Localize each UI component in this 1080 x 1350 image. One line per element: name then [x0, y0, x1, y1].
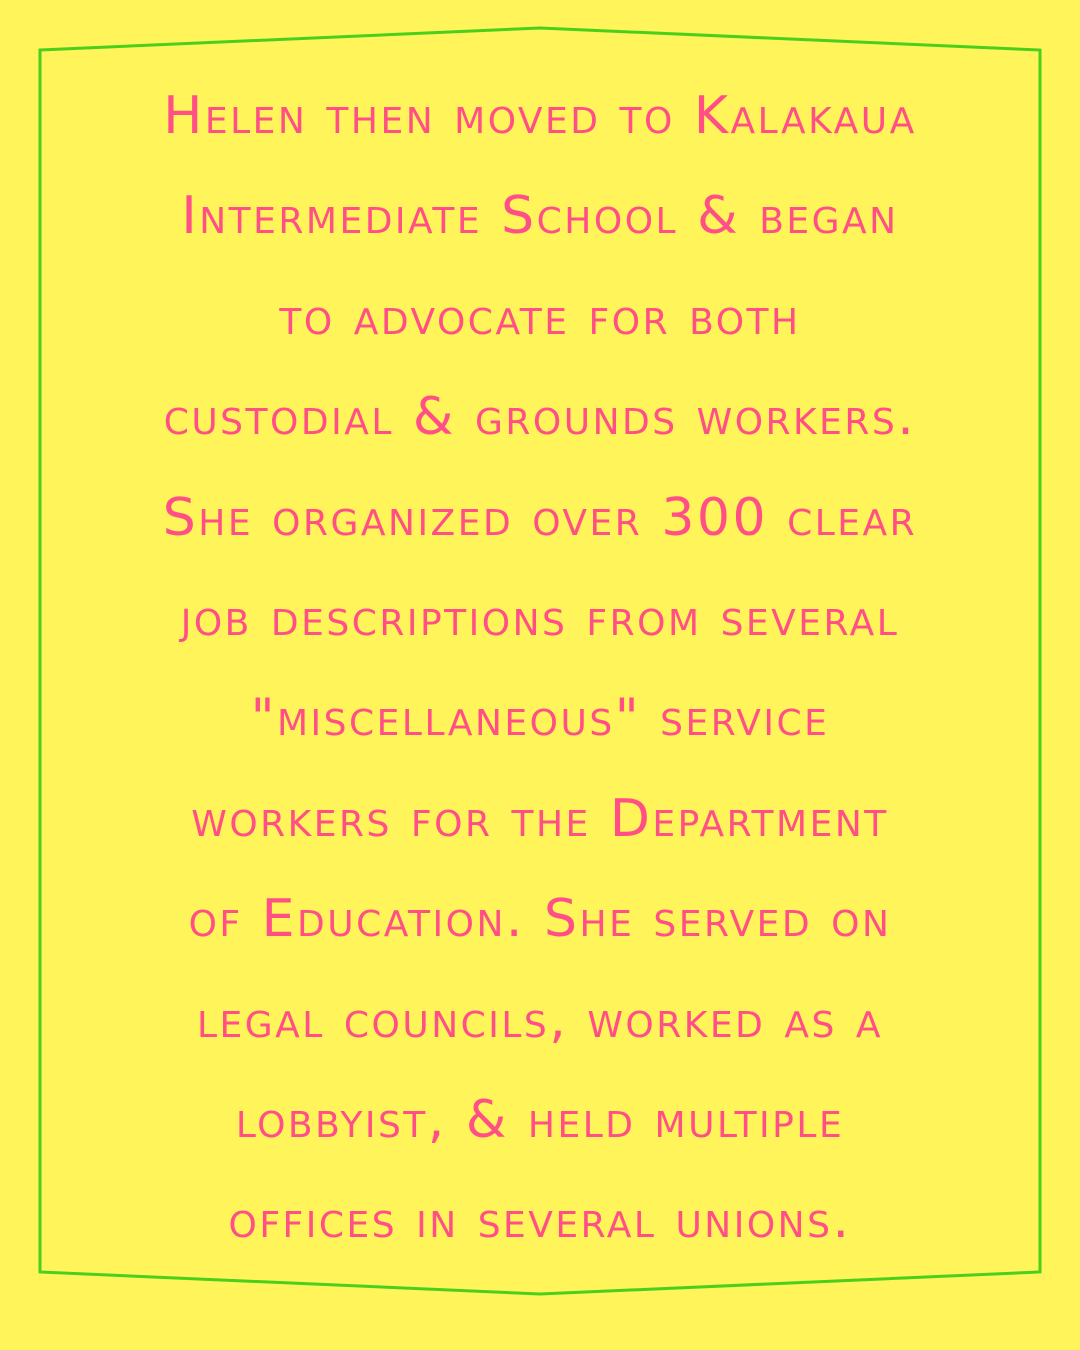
paragraph-line: "miscellaneous" service [250, 688, 830, 749]
paragraph-line: custodial & grounds workers. [163, 387, 917, 448]
paragraph-line: job descriptions from several [180, 588, 900, 649]
paragraph-line: Helen then moved to Kalakaua [163, 86, 917, 146]
story-paragraph [70, 66, 1010, 1271]
paragraph-line: workers for the Department [191, 788, 889, 849]
paragraph-line: offices in several unions. [228, 1190, 852, 1251]
paragraph-line: of Education. She served on [188, 889, 892, 950]
paragraph-line: legal councils, worked as a [196, 989, 884, 1050]
paragraph-line: She organized over 300 clear [162, 487, 918, 548]
paragraph-line: Intermediate School & began [181, 186, 899, 247]
paragraph-line: to advocate for both [279, 286, 801, 347]
paragraph-line: lobbyist, & held multiple [235, 1090, 845, 1151]
